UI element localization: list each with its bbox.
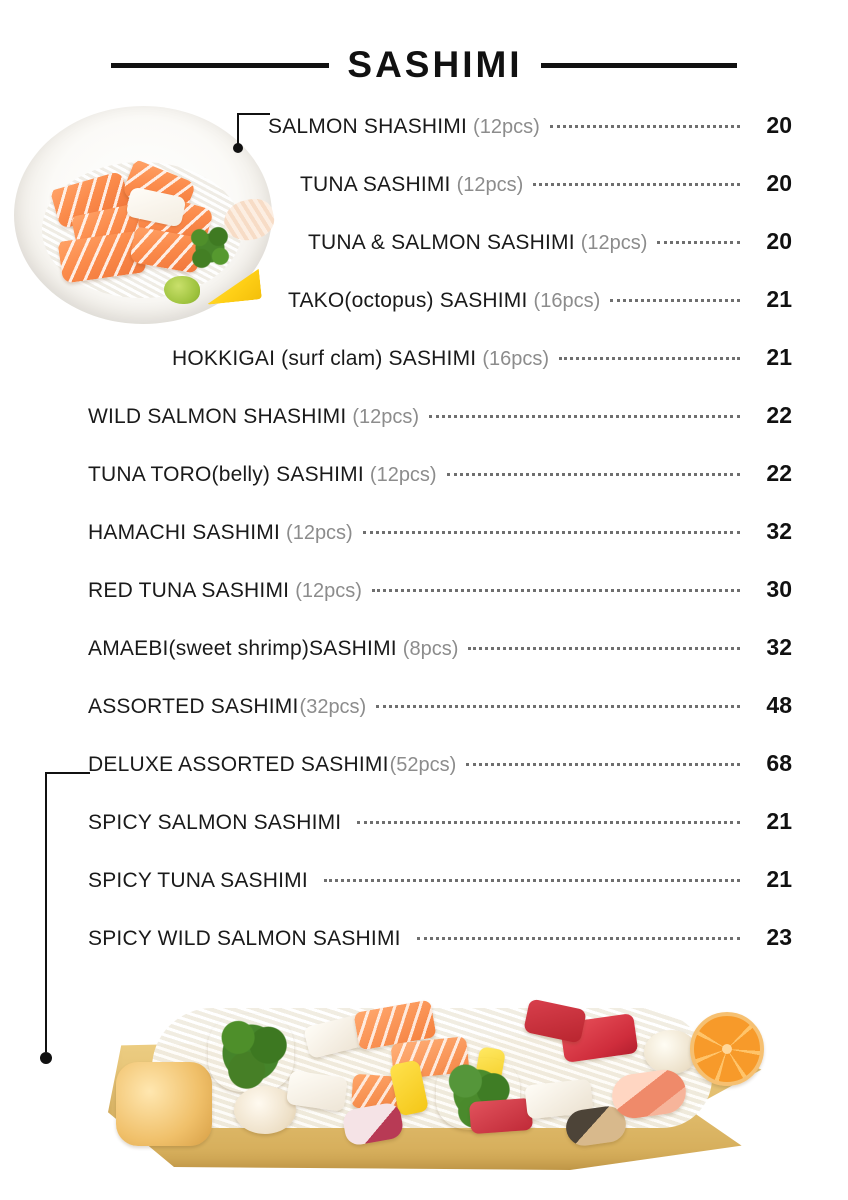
- tempura-piece: [116, 1062, 212, 1146]
- menu-item-name: ASSORTED SASHIMI: [88, 695, 299, 718]
- menu-item-price: 21: [766, 286, 792, 312]
- leader-dots: [376, 705, 740, 708]
- leader-dots: [533, 183, 740, 186]
- menu-item-price: 20: [766, 170, 792, 196]
- menu-item-pieces: (12pcs): [456, 174, 524, 196]
- menu-item-price: 32: [766, 634, 792, 660]
- menu-item-name: HAMACHI SASHIMI: [88, 521, 281, 544]
- menu-item-row[interactable]: [0, 750, 848, 808]
- orange-slice-garnish: [690, 1012, 764, 1086]
- leader-dots: [447, 473, 740, 476]
- menu-item-price: 48: [766, 692, 792, 718]
- deluxe-assorted-sashimi-boat-photo: [56, 978, 816, 1186]
- header-rule-left: [111, 63, 329, 68]
- menu-item-name: SPICY SALMON SASHIMI: [88, 811, 342, 834]
- menu-item-price: 22: [766, 460, 792, 486]
- menu-item-name: AMAEBI(sweet shrimp)SASHIMI: [88, 637, 397, 660]
- leader-dots: [466, 763, 740, 766]
- menu-item-pieces: (8pcs): [402, 638, 459, 660]
- menu-item-pieces: (12pcs): [295, 580, 362, 602]
- menu-item-name: HOKKIGAI (surf clam) SASHIMI: [172, 347, 477, 370]
- menu-item-row[interactable]: [0, 286, 848, 344]
- menu-item-price: 21: [766, 808, 792, 834]
- menu-item-row[interactable]: [0, 402, 848, 460]
- menu-item-name: TAKO(octopus) SASHIMI: [288, 289, 528, 312]
- menu-item-pieces: (12pcs): [286, 522, 353, 544]
- menu-item-name: TUNA SASHIMI: [300, 173, 451, 196]
- menu-item-name: SPICY WILD SALMON SASHIMI: [88, 927, 401, 950]
- menu-item-price: 23: [766, 924, 792, 950]
- menu-item-price: 21: [766, 344, 792, 370]
- broccoli-garnish: [208, 1014, 294, 1092]
- menu-item-row[interactable]: [0, 228, 848, 286]
- menu-item-row[interactable]: [0, 634, 848, 692]
- menu-item-name: RED TUNA SASHIMI: [88, 579, 290, 602]
- menu-item-name: DELUXE ASSORTED SASHIMI: [88, 753, 389, 776]
- menu-item-row[interactable]: [0, 344, 848, 402]
- menu-item-price: 20: [766, 112, 792, 138]
- menu-section-header: [0, 44, 848, 86]
- menu-item-name: SPICY TUNA SASHIMI: [88, 869, 308, 892]
- menu-item-price: 22: [766, 402, 792, 428]
- menu-item-price: 21: [766, 866, 792, 892]
- tuna-slice: [469, 1098, 533, 1134]
- sashimi-menu-list: [0, 112, 848, 982]
- leader-dots: [610, 299, 740, 302]
- leader-dots: [372, 589, 740, 592]
- menu-item-pieces: (52pcs): [389, 754, 457, 776]
- leader-dots: [324, 879, 740, 882]
- menu-item-row[interactable]: [0, 518, 848, 576]
- menu-item-price: 68: [766, 750, 792, 776]
- menu-item-name: TUNA & SALMON SASHIMI: [308, 231, 575, 254]
- menu-item-row[interactable]: [0, 170, 848, 228]
- menu-item-row[interactable]: [0, 576, 848, 634]
- header-rule-right: [541, 63, 737, 68]
- menu-item-row[interactable]: [0, 924, 848, 982]
- menu-item-price: 32: [766, 518, 792, 544]
- leader-dots: [468, 647, 740, 650]
- leader-dots: [657, 241, 740, 244]
- menu-item-name: TUNA TORO(belly) SASHIMI: [88, 463, 364, 486]
- menu-item-pieces: (12pcs): [580, 232, 648, 254]
- menu-item-name: WILD SALMON SHASHIMI: [88, 405, 347, 428]
- leader-dots: [550, 125, 740, 128]
- menu-item-pieces: (12pcs): [473, 116, 540, 138]
- leader-dots: [429, 415, 740, 418]
- page-title: SASHIMI: [347, 44, 523, 85]
- menu-item-row[interactable]: [0, 692, 848, 750]
- menu-item-row[interactable]: [0, 460, 848, 518]
- menu-item-pieces: (32pcs): [299, 696, 367, 718]
- leader-dots: [363, 531, 740, 534]
- menu-item-row[interactable]: [0, 866, 848, 924]
- menu-item-price: 30: [766, 576, 792, 602]
- menu-item-row[interactable]: [0, 808, 848, 866]
- leader-dots: [357, 821, 740, 824]
- leader-dots: [559, 357, 740, 360]
- menu-item-row[interactable]: [0, 112, 848, 170]
- menu-item-price: 20: [766, 228, 792, 254]
- menu-item-pieces: (16pcs): [533, 290, 601, 312]
- menu-item-pieces: (12pcs): [369, 464, 437, 486]
- leader-dots: [417, 937, 740, 940]
- menu-item-pieces: (12pcs): [352, 406, 420, 428]
- menu-item-name: SALMON SHASHIMI: [268, 115, 468, 138]
- menu-item-pieces: (16pcs): [482, 348, 550, 370]
